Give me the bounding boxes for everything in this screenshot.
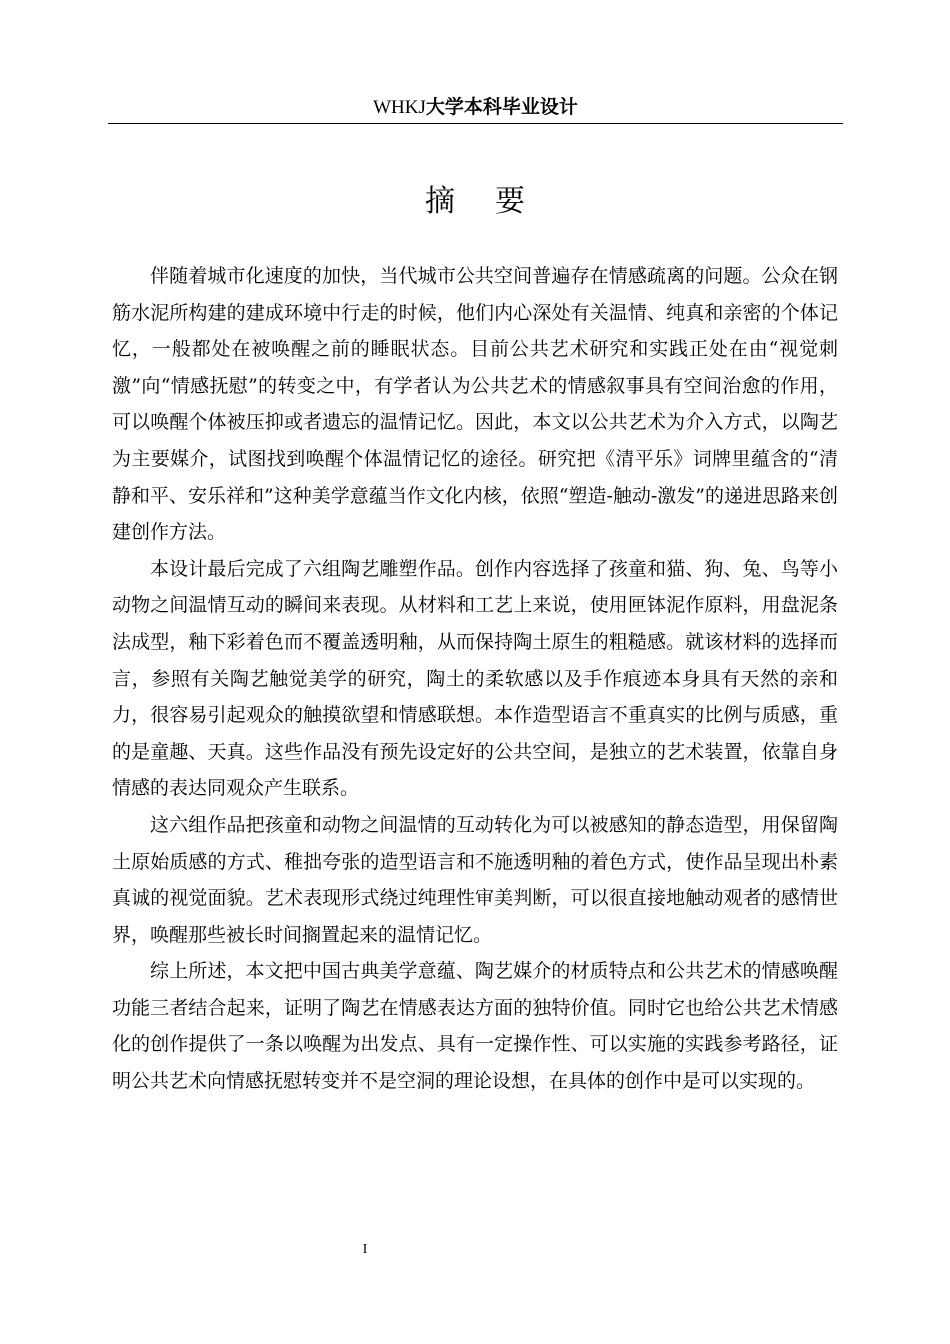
paragraph-3: 这六组作品把孩童和动物之间温情的互动转化为可以被感知的静态造型，用保留陶土原始质感的方式、稚拙夸张的造型语言和不施透明釉的着色方式，使作品呈现出朴素真诚的视觉面貌。艺术表现形式绕过纯理性审美判断，可以很直接地触动观者的感情世界，唤醒那些被长时间搁置起来的温情记忆。 xyxy=(112,813,838,946)
header-title-cjk: 大学本科毕业设计 xyxy=(425,96,578,118)
header-title xyxy=(373,92,578,123)
header-title-latin: WHKJ xyxy=(373,97,426,118)
paragraph-4: 综上所述，本文把中国古典美学意蕴、陶艺媒介的材质特点和公共艺术的情感唤醒功能三者结合起来，证明了陶艺在情感表达方面的独特价值。同时它也给公共艺术情感化的创作提供了一条以唤醒为出发点、具有一定操作性、可以实施的实践参考路径，证明公共艺术向情感抚慰转变并不是空洞的理论设想，在具体的创作中是可以实现的。 xyxy=(112,960,838,1093)
paragraph-2: 本设计最后完成了六组陶艺雕塑作品。创作内容选择了孩童和猫、狗、兔、鸟等小动物之间温情互动的瞬间来表现。从材料和工艺上来说，使用匣钵泥作原料，用盘泥条法成型，釉下彩着色而不覆盖透明釉，从而保持陶土原生的粗糙感。就该材料的选择而言，参照有关陶艺触觉美学的研究，陶土的柔软感以及手作痕迹本身具有天然的亲和力，很容易引起观众的触摸欲望和情感联想。本作造型语言不重真实的比例与质感，重的是童趣、天真。这些作品没有预先设定好的公共空间，是独立的艺术装置，依靠自身情感的表达同观众产生联系。 xyxy=(112,557,838,800)
abstract-body xyxy=(112,258,838,1100)
running-header xyxy=(108,92,843,124)
page-number: I xyxy=(362,1242,368,1257)
page-title: 摘要 xyxy=(425,184,565,219)
paragraph-1: 伴随着城市化速度的加快，当代城市公共空间普遍存在情感疏离的问题。公众在钢筋水泥所构建的建成环境中行走的时候，他们内心深处有关温情、纯真和亲密的个体记忆，一般都处在被唤醒之前的睡眠状态。目前公共艺术研究和实践正处在由“视觉刺激”向“情感抚慰”的转变之中，有学者认为公共艺术的情感叙事具有空间治愈的作用，可以唤醒个体被压抑或者遗忘的温情记忆。因此，本文以公共艺术为介入方式，以陶艺为主要媒介，试图找到唤醒个体温情记忆的途径。研究把《清平乐》词牌里蕴含的“清静和平、安乐祥和”这种美学意蕴当作文化内核，依照“塑造-触动-激发”的递进思路来创建创作方法。 xyxy=(112,265,838,544)
